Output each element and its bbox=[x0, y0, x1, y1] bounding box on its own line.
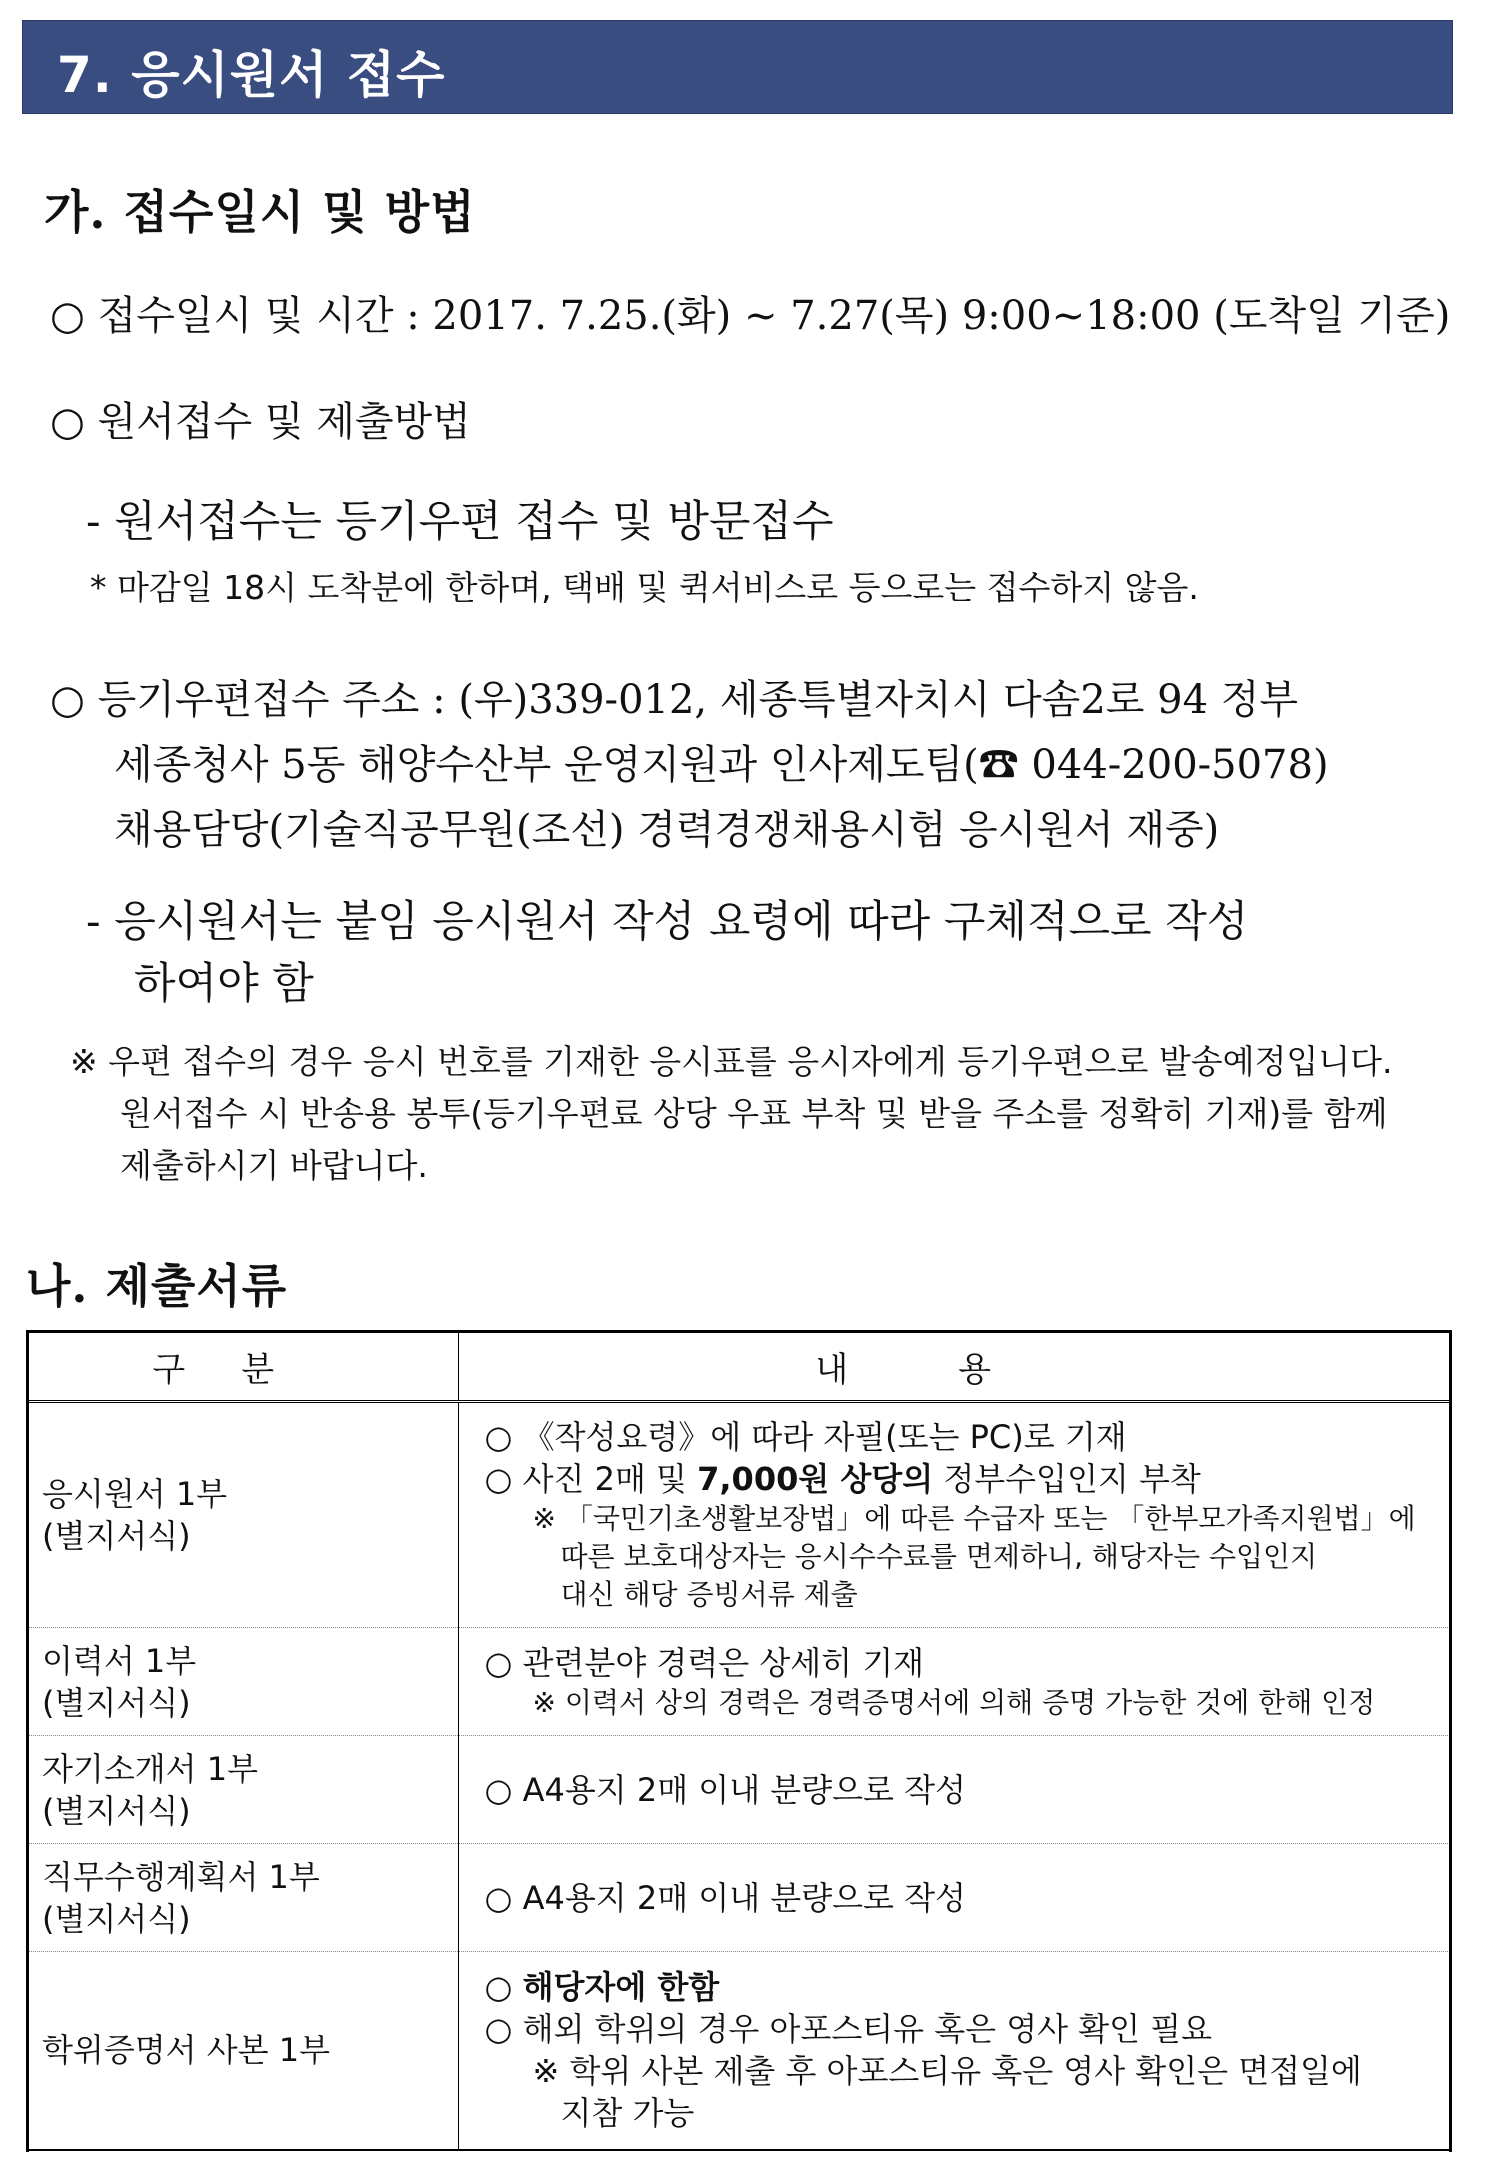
row-name: 학위증명서 사본 1부 bbox=[42, 2031, 330, 2070]
row-category bbox=[26, 1628, 458, 1736]
content-text: ○ 사진 2매 및 bbox=[484, 1460, 698, 1498]
content-bold: 해당자에 한함 bbox=[522, 1968, 720, 2007]
content-note: 대신 해당 증빙서류 제출 bbox=[560, 1578, 858, 1611]
notice-line2: 원서접수 시 반송용 봉투(등기우편료 상당 우표 부착 및 받을 주소를 정확히 기재)를 함께 bbox=[120, 1094, 1388, 1133]
notice-line3: 제출하시기 바랍니다. bbox=[120, 1146, 428, 1185]
content-line: ○ 해외 학위의 경우 아포스티유 혹은 영사 확인 필요 bbox=[484, 2010, 1213, 2049]
table-row bbox=[26, 1628, 1452, 1736]
content-note: ※ 학위 사본 제출 후 아포스티유 혹은 영사 확인은 면접일에 bbox=[532, 2052, 1362, 2091]
dash-application-line1: - 응시원서는 붙임 응시원서 작성 요령에 따라 구체적으로 작성 bbox=[86, 897, 1249, 947]
row-name: 직무수행계획서 1부 bbox=[42, 1857, 320, 1896]
content-line: ○ 《작성요령》에 따라 자필(또는 PC)로 기재 bbox=[484, 1418, 1127, 1456]
content-line: ○ A4용지 2매 이내 분량으로 작성 bbox=[484, 1878, 966, 1917]
content-line bbox=[485, 1458, 1433, 1500]
content-line bbox=[485, 1966, 1433, 2008]
table-row bbox=[26, 1844, 1452, 1952]
row-form: (별지서식) bbox=[42, 1899, 191, 1938]
content-bold: 7,000원 상당의 bbox=[697, 1460, 934, 1498]
section-banner bbox=[22, 20, 1453, 114]
content-note: 따른 보호대상자는 응시수수료를 면제하니, 해당자는 수입인지 bbox=[560, 1540, 1318, 1573]
table-row bbox=[26, 1952, 1452, 2150]
bullet-address-line2: 세종청사 5동 해양수산부 운영지원과 인사제도팀(☎ 044-200-5078) bbox=[114, 742, 1329, 788]
content-text: 정부수입인지 부착 bbox=[933, 1460, 1201, 1498]
row-name: 응시원서 1부 bbox=[42, 1475, 228, 1513]
row-category bbox=[26, 1402, 458, 1628]
row-content bbox=[458, 1844, 1452, 1952]
row-content bbox=[458, 1402, 1452, 1628]
bullet-method: ○ 원서접수 및 제출방법 bbox=[50, 399, 471, 445]
row-form: (별지서식) bbox=[42, 1791, 191, 1830]
content-line: ○ A4용지 2매 이내 분량으로 작성 bbox=[484, 1770, 966, 1809]
content-note: ※ 「국민기초생활보장법」에 따른 수급자 또는 「한부모가족지원법」에 bbox=[532, 1502, 1416, 1535]
row-category bbox=[26, 1952, 458, 2150]
row-content bbox=[458, 1736, 1452, 1844]
content-line: ○ 관련분야 경력은 상세히 기재 bbox=[484, 1643, 925, 1682]
row-category bbox=[26, 1736, 458, 1844]
col-header-category: 구분 bbox=[26, 1332, 458, 1402]
row-content bbox=[458, 1952, 1452, 2150]
content-text: ○ bbox=[484, 1968, 523, 2007]
row-name: 이력서 1부 bbox=[42, 1641, 197, 1680]
row-form: (별지서식) bbox=[42, 1517, 191, 1555]
bullet-schedule: ○ 접수일시 및 시간 : 2017. 7.25.(화) ~ 7.27(목) 9:00~18:00 (도착일 기준) bbox=[50, 293, 1451, 339]
row-form: (별지서식) bbox=[42, 1683, 191, 1722]
section-title: 7. 응시원서 접수 bbox=[57, 46, 446, 104]
dash-method: - 원서접수는 등기우편 접수 및 방문접수 bbox=[86, 497, 834, 547]
table-header-row bbox=[26, 1332, 1452, 1402]
col-header-content: 내용 bbox=[458, 1332, 1452, 1402]
bullet-address-line3: 채용담당(기술직공무원(조선) 경력경쟁채용시험 응시원서 재중) bbox=[114, 807, 1220, 853]
documents-table bbox=[26, 1330, 1452, 2151]
table-row bbox=[26, 1402, 1452, 1628]
row-content bbox=[458, 1628, 1452, 1736]
content-note: ※ 이력서 상의 경력은 경력증명서에 의해 증명 가능한 것에 한해 인정 bbox=[532, 1685, 1376, 1719]
row-name: 자기소개서 1부 bbox=[42, 1749, 259, 1788]
row-category bbox=[26, 1844, 458, 1952]
content-note: 지참 가능 bbox=[560, 2094, 695, 2133]
notice-line1: ※ 우편 접수의 경우 응시 번호를 기재한 응시표를 응시자에게 등기우편으로 발송예정입니다. bbox=[70, 1042, 1393, 1081]
table-row bbox=[26, 1736, 1452, 1844]
bullet-address-line1: ○ 등기우편접수 주소 : (우)339-012, 세종특별자치시 다솜2로 94 정부 bbox=[50, 677, 1299, 723]
dash-application-line2: 하여야 함 bbox=[134, 959, 314, 1009]
heading-a: 가. 접수일시 및 방법 bbox=[44, 185, 476, 239]
note-deadline: * 마감일 18시 도착분에 한하며, 택배 및 퀵서비스로 등으로는 접수하지 않음. bbox=[90, 568, 1199, 607]
heading-b: 나. 제출서류 bbox=[26, 1259, 288, 1313]
